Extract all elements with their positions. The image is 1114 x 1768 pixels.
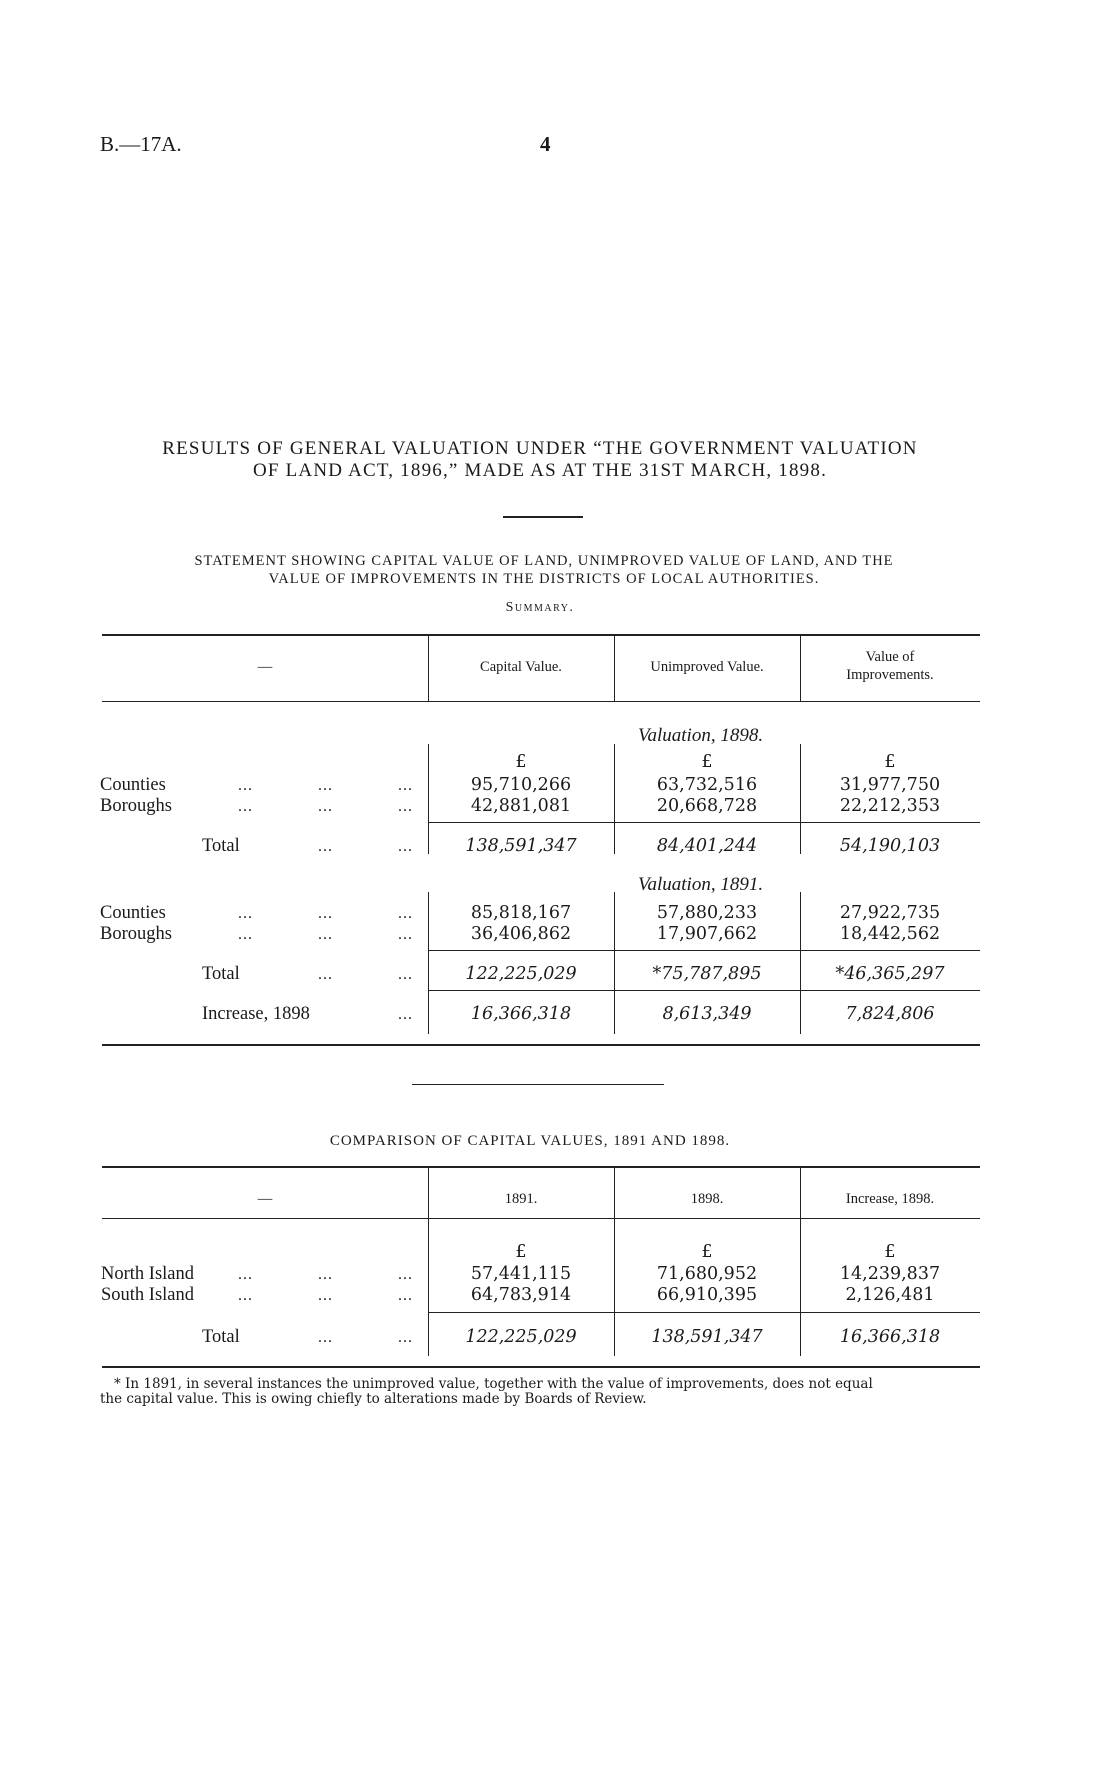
comparison-col-1891: 1891. (504, 1191, 538, 1207)
leader-dots: ... (318, 1287, 333, 1304)
row-label: Total (202, 964, 240, 984)
unimproved-value: 17,907,662 (656, 924, 758, 944)
leader-dots: ... (398, 798, 413, 815)
leader-dots: ... (238, 905, 253, 922)
document-title (90, 438, 990, 482)
capital-total: 122,225,029 (465, 964, 577, 984)
summary-col-improvements (800, 648, 980, 684)
section-heading-1891: Valuation, 1891. (638, 874, 764, 895)
leader-dots: ... (398, 1266, 413, 1283)
leader-dots: ... (398, 838, 413, 855)
unimproved-value: 63,732,516 (656, 775, 758, 795)
comparison-header-rule (102, 1218, 980, 1219)
leader-dots: ... (318, 798, 333, 815)
value-increase: 2,126,481 (845, 1285, 935, 1305)
total-increase: 16,366,318 (839, 1327, 941, 1347)
leader-dots: ... (398, 1329, 413, 1346)
leader-dots: ... (318, 1329, 333, 1346)
capital-increase: 16,366,318 (470, 1004, 572, 1024)
unimproved-total: 84,401,244 (656, 836, 758, 856)
comparison-subtotal-rule (428, 1312, 980, 1313)
currency-symbol: £ (515, 752, 527, 772)
summary-label: Summary. (505, 600, 575, 615)
summary-col-improvements-line-1: Value of (865, 649, 915, 665)
title-line-1: RESULTS OF GENERAL VALUATION UNDER “THE GOVERNMENT VALUATION (162, 438, 918, 459)
row-label: South Island (101, 1285, 195, 1305)
leader-dots: ... (318, 838, 333, 855)
footnote-line-1: * In 1891, in several instances the unimproved value, together with the value of improvements, does not equal (114, 1376, 873, 1392)
comparison-bottom-rule (102, 1366, 980, 1368)
leader-dots: ... (318, 966, 333, 983)
value-1898: 71,680,952 (656, 1264, 758, 1284)
capital-value: 36,406,862 (470, 924, 572, 944)
summary-col-blank: — (257, 659, 273, 675)
leader-dots: ... (398, 905, 413, 922)
improvements-increase: 7,824,806 (845, 1004, 935, 1024)
total-1891: 122,225,029 (465, 1327, 577, 1347)
comparison-col-blank: — (257, 1191, 273, 1207)
leader-dots: ... (398, 1287, 413, 1304)
row-label: North Island (101, 1264, 194, 1284)
summary-col-unimproved: Unimproved Value. (650, 659, 764, 675)
summary-increase-rule (428, 990, 980, 991)
statement-heading (96, 552, 992, 588)
value-1891: 57,441,115 (470, 1264, 572, 1284)
row-label: Boroughs (100, 796, 172, 816)
comparison-col-increase: Increase, 1898. (845, 1191, 935, 1207)
footnote-line-2: the capital value. This is owing chiefly to alterations made by Boards of Review. (100, 1391, 647, 1407)
capital-value: 42,881,081 (470, 796, 572, 816)
row-label: Increase, 1898 (202, 1004, 310, 1024)
leader-dots: ... (398, 777, 413, 794)
currency-symbol: £ (701, 1242, 713, 1262)
section-heading-1898: Valuation, 1898. (638, 725, 764, 746)
leader-dots: ... (398, 966, 413, 983)
leader-dots: ... (238, 1287, 253, 1304)
comparison-top-rule (102, 1166, 980, 1168)
leader-dots: ... (238, 926, 253, 943)
leader-dots: ... (318, 905, 333, 922)
leader-dots: ... (238, 1266, 253, 1283)
title-divider (503, 516, 583, 518)
leader-dots: ... (398, 926, 413, 943)
summary-col-capital: Capital Value. (480, 659, 562, 675)
improvements-value: 22,212,353 (839, 796, 941, 816)
capital-value: 85,818,167 (470, 903, 572, 923)
statement-line-2: VALUE OF IMPROVEMENTS IN THE DISTRICTS OF LOCAL AUTHORITIES. (268, 571, 820, 587)
page-number: 4 (540, 132, 551, 156)
summary-subtotal-rule-1898 (428, 822, 980, 823)
leader-dots: ... (238, 777, 253, 794)
currency-symbol: £ (515, 1242, 527, 1262)
row-label: Total (202, 1327, 240, 1347)
statement-line-1: STATEMENT SHOWING CAPITAL VALUE OF LAND, UNIMPROVED VALUE OF LAND, AND THE (194, 553, 894, 569)
leader-dots: ... (398, 1006, 413, 1023)
comparison-title: COMPARISON OF CAPITAL VALUES, 1891 AND 1898. (329, 1133, 731, 1149)
unimproved-value: 57,880,233 (656, 903, 758, 923)
unimproved-value: 20,668,728 (656, 796, 758, 816)
leader-dots: ... (318, 1266, 333, 1283)
comparison-col-1898: 1898. (690, 1191, 724, 1207)
currency-symbol: £ (884, 752, 896, 772)
currency-symbol: £ (701, 752, 713, 772)
unimproved-total: *75,787,895 (652, 964, 762, 984)
summary-top-rule (102, 634, 980, 636)
summary-header-rule (102, 701, 980, 702)
summary-bottom-rule (102, 1044, 980, 1046)
section-divider (412, 1084, 664, 1085)
leader-dots: ... (318, 926, 333, 943)
row-label: Total (202, 836, 240, 856)
value-1891: 64,783,914 (470, 1285, 572, 1305)
row-label: Counties (100, 775, 166, 795)
improvements-value: 18,442,562 (839, 924, 941, 944)
value-1898: 66,910,395 (656, 1285, 758, 1305)
capital-total: 138,591,347 (465, 836, 577, 856)
improvements-total: 54,190,103 (839, 836, 941, 856)
capital-value: 95,710,266 (470, 775, 572, 795)
value-increase: 14,239,837 (839, 1264, 941, 1284)
page-reference: B.—17A. (100, 132, 182, 156)
summary-col-improvements-line-2: Improvements. (846, 667, 934, 683)
currency-symbol: £ (884, 1242, 896, 1262)
summary-subtotal-rule-1891 (428, 950, 980, 951)
total-1898: 138,591,347 (651, 1327, 763, 1347)
improvements-value: 27,922,735 (839, 903, 941, 923)
unimproved-increase: 8,613,349 (662, 1004, 752, 1024)
row-label: Counties (100, 903, 166, 923)
leader-dots: ... (238, 798, 253, 815)
title-line-2: OF LAND ACT, 1896,” MADE AS AT THE 31ST MARCH, 1898. (252, 460, 828, 481)
footnote (100, 1377, 985, 1407)
improvements-total: *46,365,297 (835, 964, 945, 984)
leader-dots: ... (318, 777, 333, 794)
improvements-value: 31,977,750 (839, 775, 941, 795)
row-label: Boroughs (100, 924, 172, 944)
